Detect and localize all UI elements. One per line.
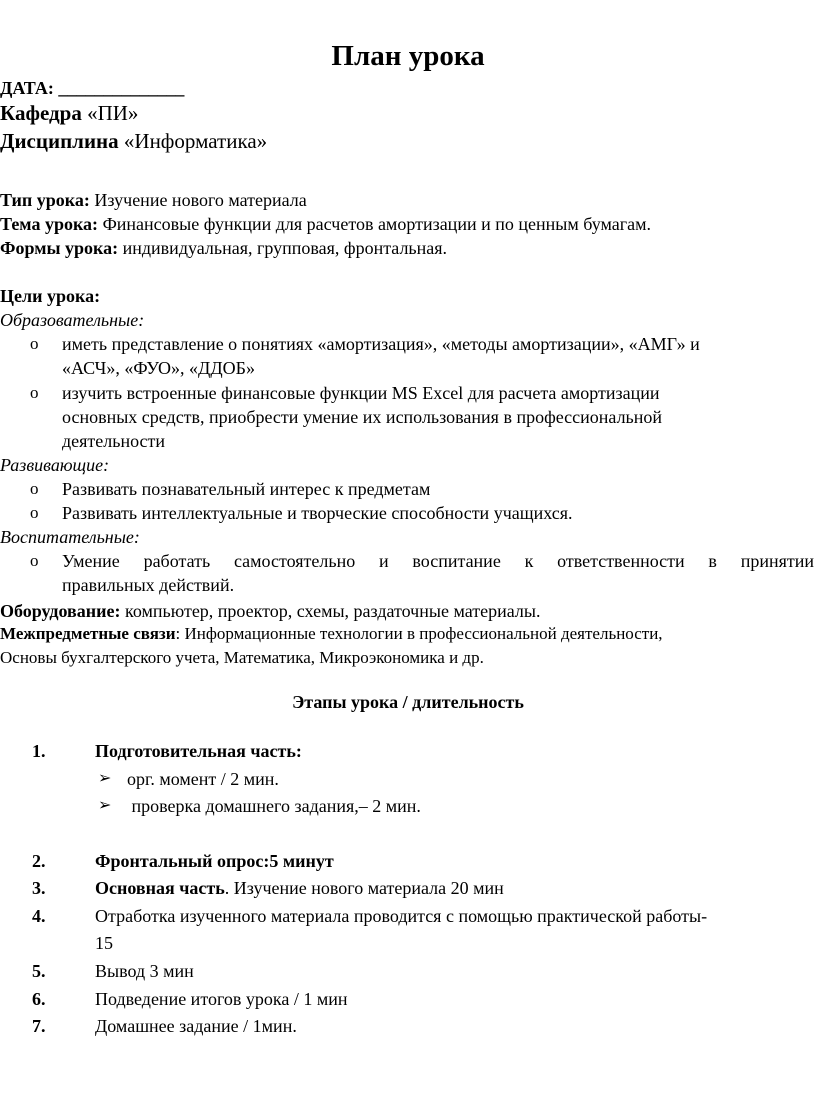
- bullet-o-icon: o: [30, 479, 39, 498]
- arrow-bullet-icon: ➢: [98, 797, 112, 814]
- stage-1-title: Подготовительная часть:: [95, 741, 302, 761]
- date-line: [0, 76, 184, 100]
- stage-number: 2.: [32, 851, 46, 871]
- bullet-o-icon: o: [30, 551, 39, 570]
- stage-6-text: Подведение итогов урока / 1 мин: [95, 989, 348, 1009]
- stage-3-text: . Изучение нового материала 20 мин: [224, 878, 504, 898]
- upbringing-label: Воспитательные:: [0, 527, 140, 547]
- educational-label: Образовательные:: [0, 310, 145, 330]
- stage-number: 1.: [32, 741, 46, 761]
- stage-number: 4.: [32, 906, 46, 926]
- stages-heading: Этапы урока / длительность: [292, 692, 524, 712]
- department-line: [0, 100, 138, 126]
- lesson-type-value: Изучение нового материала: [94, 190, 307, 210]
- discipline-line: [0, 128, 267, 154]
- discipline-value: «Информатика»: [123, 129, 268, 153]
- stage-4-line1: Отработка изученного материала проводится с помощью практической работы-: [95, 906, 708, 926]
- stage-7-text: Домашнее задание / 1мин.: [95, 1016, 297, 1036]
- stage-1-sub-2: проверка домашнего задания,– 2 мин.: [127, 796, 421, 816]
- educational-item-2-line1: изучить встроенные финансовые функции MS Excel для расчета амортизации: [62, 383, 660, 403]
- interdisciplinary-text: : Информационные технологии в профессиональной деятельности,: [175, 624, 663, 643]
- discipline-label: Дисциплина: [0, 129, 119, 153]
- stage-4-line2: 15: [95, 933, 113, 953]
- bullet-o-icon: o: [30, 334, 39, 353]
- developing-item-1: Развивать познавательный интерес к предметам: [62, 479, 431, 499]
- educational-item-2-line2: основных средств, приобрести умение их использования в профессиональной: [62, 407, 663, 427]
- equipment-line: [0, 599, 540, 623]
- lesson-topic-line: [0, 212, 651, 236]
- stage-number: 3.: [32, 878, 46, 898]
- educational-item-1-line2: «АСЧ», «ФУО», «ДДОБ»: [62, 358, 255, 378]
- date-blank: ______________: [58, 78, 185, 98]
- department-label: Кафедра: [0, 101, 82, 125]
- stage-number: 6.: [32, 989, 46, 1009]
- stage-2-title: Фронтальный опрос:5 минут: [95, 851, 334, 871]
- interdisciplinary-line1: [0, 623, 663, 645]
- stage-1-sub-1: орг. момент / 2 мин.: [127, 769, 279, 789]
- lesson-topic-value: Финансовые функции для расчетов амортизации и по ценным бумагам.: [102, 214, 651, 234]
- bullet-o-icon: o: [30, 383, 39, 402]
- developing-label: Развивающие:: [0, 455, 110, 475]
- stage-number: 5.: [32, 961, 46, 981]
- bullet-o-icon: o: [30, 503, 39, 522]
- educational-item-2-line3: деятельности: [62, 431, 166, 451]
- upbringing-item-line2: правильных действий.: [62, 575, 235, 595]
- goals-heading: Цели урока:: [0, 286, 101, 306]
- lesson-forms-label: Формы урока:: [0, 238, 119, 258]
- equipment-value: компьютер, проектор, схемы, раздаточные материалы.: [125, 601, 541, 621]
- page-title: План урока: [331, 40, 485, 72]
- date-label: ДАТА:: [0, 78, 54, 98]
- lesson-type-line: [0, 188, 307, 212]
- lesson-forms-value: индивидуальная, групповая, фронтальная.: [122, 238, 448, 258]
- stage-3-line: [95, 876, 504, 900]
- developing-item-2: Развивать интеллектуальные и творческие способности учащихся.: [62, 503, 573, 523]
- interdisciplinary-label: Межпредметные связи: [0, 624, 176, 643]
- stage-3-title: Основная часть: [95, 878, 225, 898]
- interdisciplinary-line2: Основы бухгалтерского учета, Математика, Микроэкономика и др.: [0, 648, 484, 667]
- educational-item-1-line1: иметь представление о понятиях «амортизация», «методы амортизации», «АМГ» и: [62, 334, 700, 354]
- stage-5-text: Вывод 3 мин: [95, 961, 194, 981]
- department-value: «ПИ»: [87, 101, 139, 125]
- arrow-bullet-icon: ➢: [98, 770, 112, 787]
- lesson-topic-label: Тема урока:: [0, 214, 99, 234]
- lesson-type-label: Тип урока:: [0, 190, 90, 210]
- stage-number: 7.: [32, 1016, 46, 1036]
- lesson-forms-line: [0, 236, 447, 260]
- upbringing-item-line1: Умение работать самостоятельно и воспитание к ответственности в принятии: [62, 551, 814, 571]
- equipment-label: Оборудование:: [0, 601, 121, 621]
